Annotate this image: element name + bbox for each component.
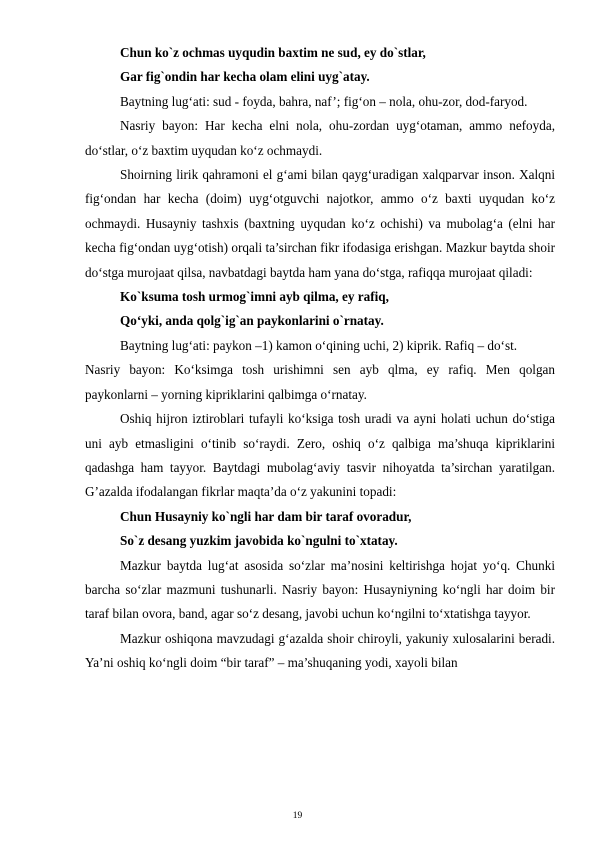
paragraph: Mazkur baytda lug‘at asosida so‘zlar ma’nosini keltirishga hojat yo‘q. Chunki barcha so‘zlar mazmuni tushunarli. Nasriy bayon: Husayniyning ko‘ngli har doim bir taraf bilan ovora, band, agar so‘z desang, javobi uchun ko‘ngilni to‘xtatishga tayyor. <box>85 557 555 622</box>
page-body <box>85 41 555 676</box>
page-number: 19 <box>292 811 303 821</box>
verse-line: Chun ko`z ochmas uyqudin baxtim ne sud, ey do`stlar, <box>120 45 426 60</box>
verse-line: Ko`ksuma tosh urmog`imni ayb qilma, ey rafiq, <box>120 289 389 305</box>
paragraph: Nasriy bayon: Har kecha elni nola, ohu-zordan uyg‘otaman, ammo nefoyda, do‘stlar, o‘z baxtim uyqudan ko‘z ochmaydi. <box>85 118 555 158</box>
verse-line: Gar fig`ondin har kecha olam elini uyg`atay. <box>120 69 370 85</box>
verse-line: So`z desang yuzkim javobida ko`ngulni to`xtatay. <box>120 533 398 549</box>
verse-line: Chun Husayniy ko`ngli har dam bir taraf ovoradur, <box>120 508 412 524</box>
paragraph: Shoirning lirik qahramoni el g‘ami bilan qayg‘uradigan xalqparvar inson. Xalqni fig‘ondan har kecha (doim) uyg‘otguvchi najotkor, ammo o‘z baxti uyqudan ko‘z ochmaydi. Husayniy tashxis (baxtning uyqudan ko‘z ochishi) va mubolag‘a (elni har kecha fig‘ondan uyg‘otish) orqali ta’sirchan fikr ifodasiga erishgan. Mazkur baytda shoir do‘stga murojaat qilsa, navbatdagi baytda ham yana do‘stga, rafiqqa murojaat qiladi: <box>85 167 555 280</box>
paragraph: Mazkur oshiqona mavzudagi g‘azalda shoir chiroyli, yakuniy xulosalarini beradi. Ya’ni oshiq ko‘ngli doim “bir taraf” – ma’shuqaning yodi, xayoli bilan <box>85 630 555 671</box>
verse-line: Qo‘yki, anda qolg`ig`an paykonlarini o`rnatay. <box>120 313 384 329</box>
paragraph: Baytning lug‘ati: paykon –1) kamon o‘qining uchi, 2) kiprik. Rafiq – do‘st. <box>120 337 518 353</box>
paragraph: Oshiq hijron iztiroblari tufayli ko‘ksiga tosh uradi va ayni holati uchun do‘stiga uni ayb etmasligini o‘tinib so‘raydi. Zero, oshiq o‘z qalbiga ma’shuqa kipriklarini qadashga ham tayyor. Baytdagi mubolag‘aviy tasvir nihoyatda ta’sirchan yaratilgan. G’azalda ifodalangan fikrlar maqta’da o‘z yakunini topadi: <box>85 411 555 500</box>
paragraph: Nasriy bayon: Ko‘ksimga tosh urishimni sen ayb qlma, ey rafiq. Men qolgan paykonlarni – yorning kipriklarini qalbimga o‘rnatay. <box>85 362 555 402</box>
paragraph: Baytning lug‘ati: sud - foyda, bahra, naf’; fig‘on – nola, ohu-zor, dod-faryod. <box>120 93 528 109</box>
